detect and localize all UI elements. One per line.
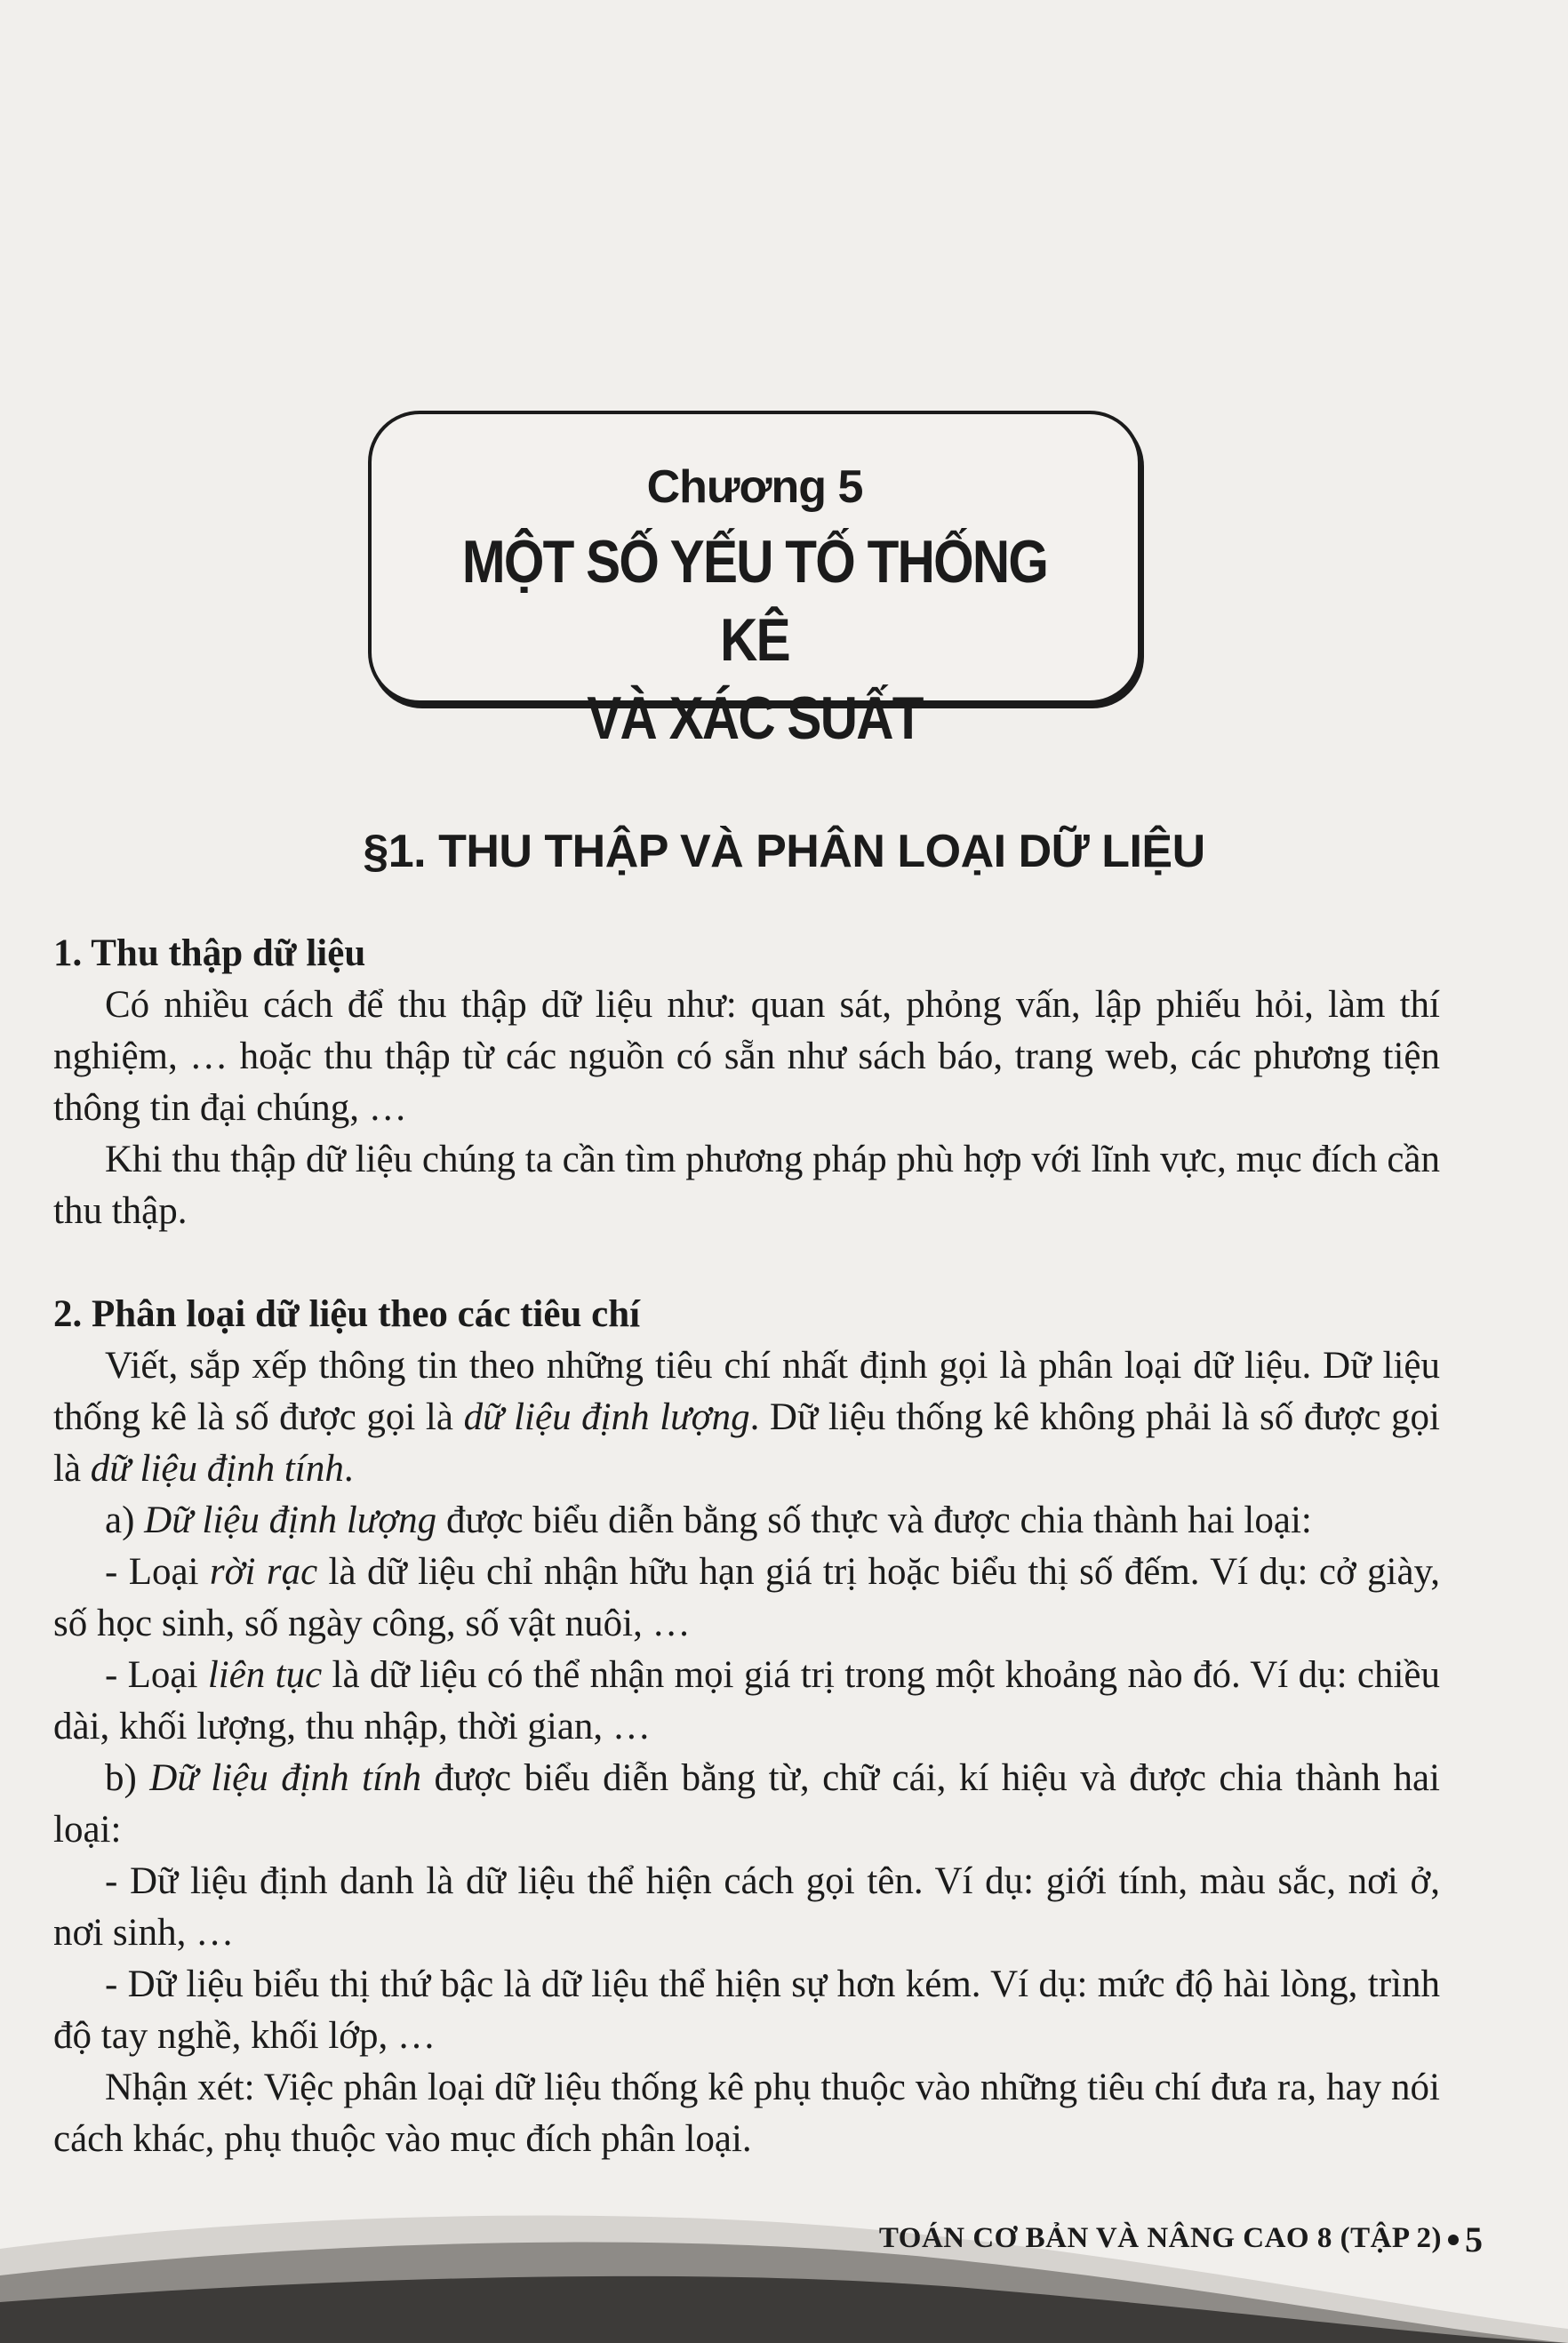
part1-heading: 1. Thu thập dữ liệu [53,932,366,974]
part2-remark: Nhận xét: Việc phân loại dữ liệu thống kê phụ thuộc vào những tiêu chí đưa ra, hay nói cách khác, phụ thuộc vào mục đích phân loại. [53,2067,1440,2160]
chapter-title-line2: VÀ XÁC SUẤT [587,684,923,752]
section-content [53,928,1440,2165]
chapter-title [425,523,1084,757]
chapter-title-box [368,411,1141,752]
part2-intro: Viết, sắp xếp thông tin theo những tiêu chí nhất định gọi là phân loại dữ liệu. Dữ liệu thống kê là số được gọi là dữ liệu định lượng. Dữ liệu thống kê không phải là số được gọi là dữ liệu định tính. [53,1345,1440,1490]
page-number: 5 [1465,2219,1483,2259]
part2-item-b: b) Dữ liệu định tính được biểu diễn bằng từ, chữ cái, kí hiệu và được chia thành hai loại: [53,1757,1440,1851]
section-title: §1. THU THẬP VÀ PHÂN LOẠI DỮ LIỆU [363,826,1205,877]
spacer [53,1237,1440,1289]
part2-item-b2: - Dữ liệu biểu thị thứ bậc là dữ liệu thể hiện sự hơn kém. Ví dụ: mức độ hài lòng, trình độ tay nghề, khối lớp, … [53,1963,1440,2057]
part2-item-b1: - Dữ liệu định danh là dữ liệu thể hiện cách gọi tên. Ví dụ: giới tính, màu sắc, nơi ở, nơi sinh, … [53,1860,1440,1954]
footer-decoration [0,2195,1568,2343]
chapter-title-line1: MỘT SỐ YẾU TỐ THỐNG KÊ [461,528,1048,674]
part2-item-a1: - Loại rời rạc là dữ liệu chỉ nhận hữu hạn giá trị hoặc biểu thị số đếm. Ví dụ: cở giày, số học sinh, số ngày công, số vật nuôi, … [53,1551,1440,1644]
part2-heading: 2. Phân loại dữ liệu theo các tiêu chí [53,1293,641,1335]
footer-book-title: TOÁN CƠ BẢN VÀ NÂNG CAO 8 (TẬP 2) [878,2222,1442,2254]
part1-paragraph-1: Có nhiều cách để thu thập dữ liệu như: quan sát, phỏng vấn, lập phiếu hỏi, làm thí nghiệm, … hoặc thu thập từ các nguồn có sẵn như sách báo, trang web, các phương tiện thông tin đại chúng, … [53,984,1440,1129]
chapter-label: Chương 5 [646,461,863,513]
part1-paragraph-2: Khi thu thập dữ liệu chúng ta cần tìm phương pháp phù hợp với lĩnh vực, mục đích cần thu thập. [53,1139,1440,1232]
part2-item-a: a) Dữ liệu định lượng được biểu diễn bằng số thực và được chia thành hai loại: [105,1499,1312,1541]
footer-bullet-icon [1448,2235,1459,2245]
part2-item-a2: - Loại liên tục là dữ liệu có thể nhận mọi giá trị trong một khoảng nào đó. Ví dụ: chiều dài, khối lượng, thu nhập, thời gian, … [53,1654,1441,1747]
